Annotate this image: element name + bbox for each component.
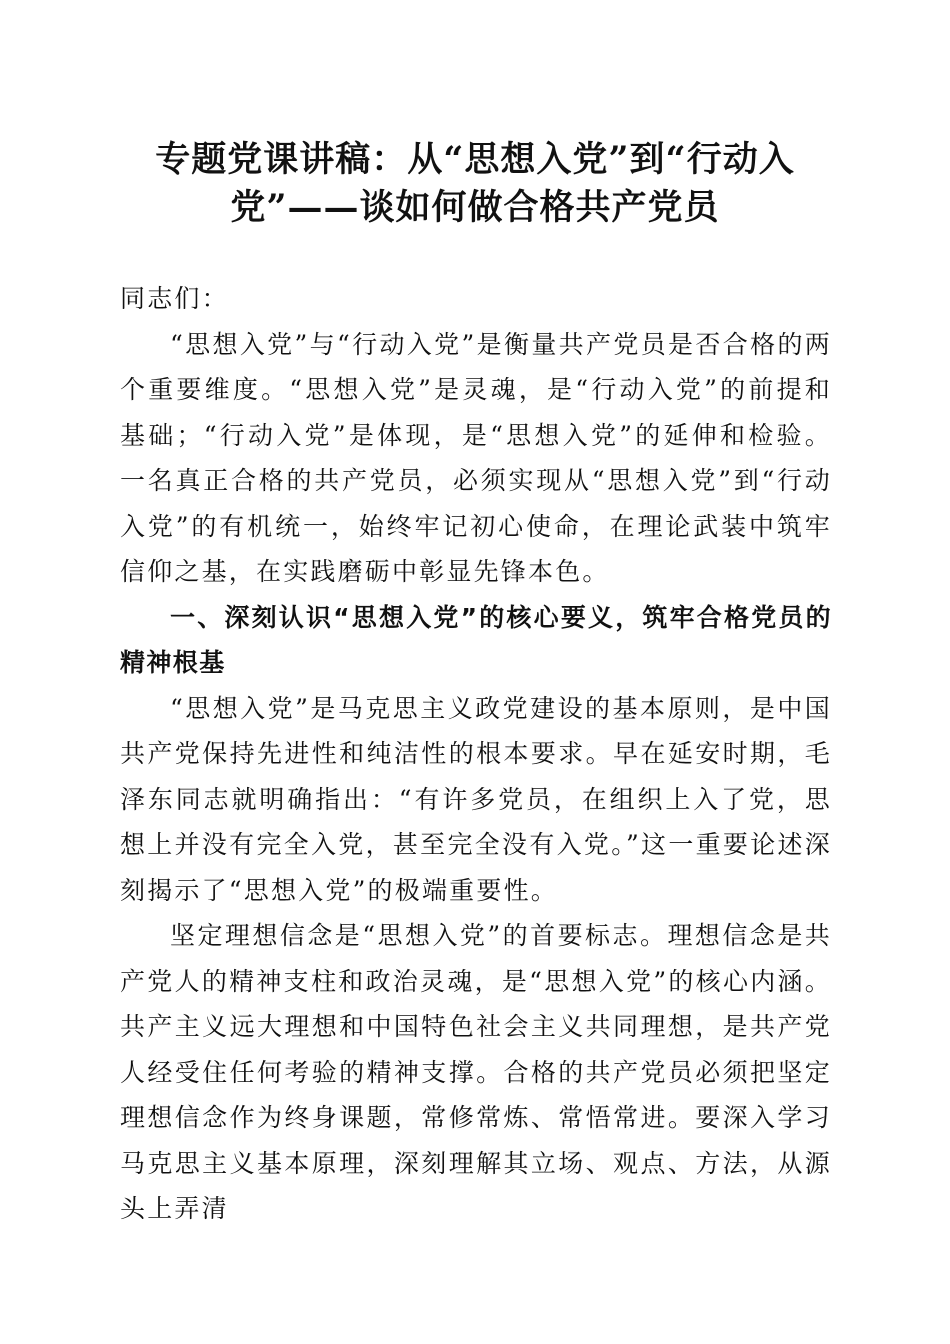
body-paragraph-1: “思想入党”是马克思主义政党建设的基本原则，是中国共产党保持先进性和纯洁性的根本要求。早在延安时期，毛泽东同志就明确指出：“有许多党员，在组织上入了党，思想上并没有完全入党，甚至完全没有入党。”这一重要论述深刻揭示了“思想入党”的极端重要性。 [120,693,832,905]
document-title [100,136,850,232]
document-body [120,276,832,1232]
intro-paragraph: “思想入党”与“行动入党”是衡量共产党员是否合格的两个重要维度。“思想入党”是灵魂，是“行动入党”的前提和基础；“行动入党”是体现，是“思想入党”的延伸和检验。一名真正合格的共产党员，必须实现从“思想入党”到“行动入党”的有机统一，始终牢记初心使命，在理论武装中筑牢信仰之基，在实践磨砺中彰显先锋本色。 [120,329,832,586]
title-line-1: 专题党课讲稿：从“思想入党”到“行动入 [155,139,795,180]
salutation: 同志们： [120,284,229,313]
section-heading-1: 一、深刻认识“思想入党”的核心要义，筑牢合格党员的精神根基 [120,602,832,677]
body-paragraph-2: 坚定理想信念是“思想入党”的首要标志。理想信念是共产党人的精神支柱和政治灵魂，是“思想入党”的核心内涵。共产主义远大理想和中国特色社会主义共同理想，是共产党人经受住任何考验的精神支撑。合格的共产党员必须把坚定理想信念作为终身课题，常修常炼、常悟常进。要深入学习马克思主义基本原理，深刻理解其立场、观点、方法，从源头上弄清 [120,921,832,1223]
title-line-2: 党”——谈如何做合格共产党员 [230,187,720,228]
